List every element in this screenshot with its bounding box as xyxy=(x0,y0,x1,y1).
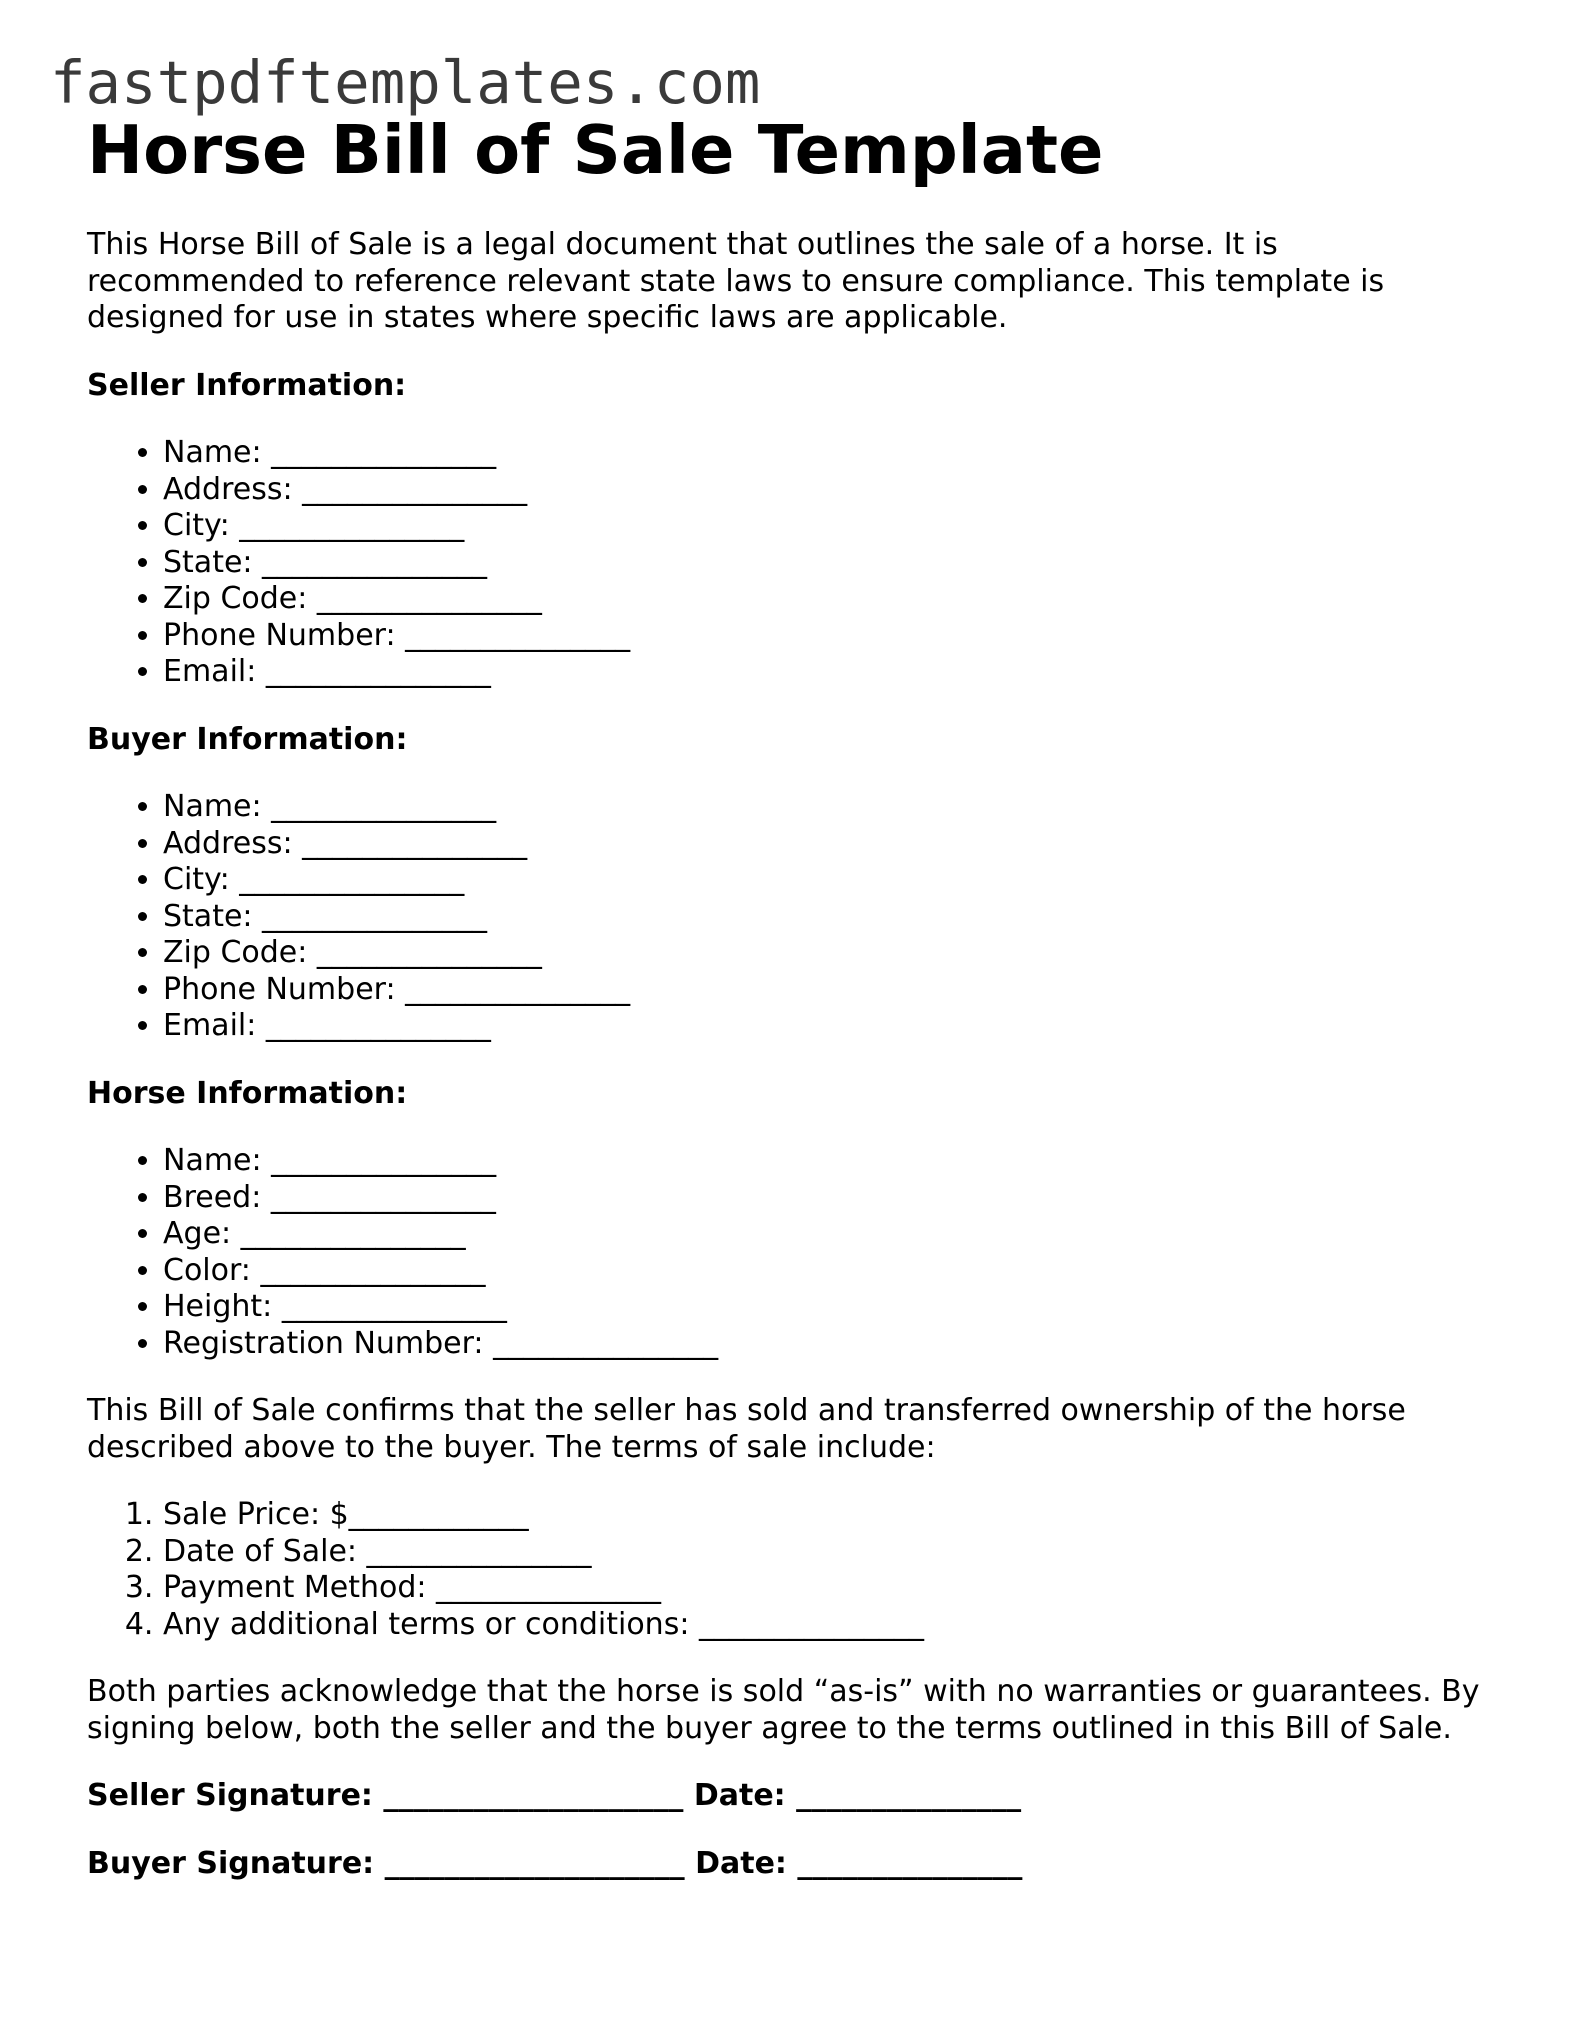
intro-paragraph: This Horse Bill of Sale is a legal document that outlines the sale of a horse. It is recommended to reference relevant state laws to ensure compliance. This template is designed for use in states where specific laws are applicable. xyxy=(87,227,1385,335)
seller-field-city: • City: _______________ xyxy=(163,508,1487,545)
seller-field-email: • Email: _______________ xyxy=(163,654,1487,691)
buyer-date-label: Date: xyxy=(695,1845,787,1881)
seller-signature-label: Seller Signature: xyxy=(87,1778,373,1813)
horse-field-height: • Height: _______________ xyxy=(163,1289,1487,1326)
horse-field-registration: • Registration Number: _______________ xyxy=(163,1326,1487,1363)
confirmation-paragraph: This Bill of Sale confirms that the seller has sold and transferred ownership of the horse described above to the buyer. The terms of sale include: xyxy=(87,1393,1406,1465)
buyer-field-state: • State: _______________ xyxy=(163,899,1487,936)
seller-field-address: • Address: _______________ xyxy=(163,472,1487,509)
buyer-heading: Buyer Information: xyxy=(87,721,408,757)
buyer-signature-label: Buyer Signature: xyxy=(87,1845,375,1881)
seller-fields-list xyxy=(87,435,1487,691)
buyer-field-zip: • Zip Code: _______________ xyxy=(163,935,1487,972)
horse-field-name: • Name: _______________ xyxy=(163,1143,1487,1180)
buyer-field-name: • Name: _______________ xyxy=(163,789,1487,826)
horse-field-color: • Color: _______________ xyxy=(163,1253,1487,1290)
seller-date-label: Date: xyxy=(693,1778,786,1813)
buyer-date-blank: _______________ xyxy=(797,1845,1023,1881)
horse-field-breed: • Breed: _______________ xyxy=(163,1180,1487,1217)
term-date-of-sale: 2. Date of Sale: _______________ xyxy=(163,1534,1487,1571)
buyer-signature-blank: ____________________ xyxy=(384,1845,685,1881)
term-sale-price: 1. Sale Price: $____________ xyxy=(163,1497,1487,1534)
seller-date-blank: _______________ xyxy=(796,1778,1022,1813)
buyer-field-city: • City: _______________ xyxy=(163,862,1487,899)
buyer-field-phone: • Phone Number: _______________ xyxy=(163,972,1487,1009)
buyer-fields-list xyxy=(87,789,1487,1045)
seller-signature-blank: ____________________ xyxy=(383,1778,684,1813)
terms-list xyxy=(87,1497,1487,1643)
page-title: Horse Bill of Sale Template xyxy=(87,111,1104,189)
seller-field-state: • State: _______________ xyxy=(163,545,1487,582)
seller-field-zip: • Zip Code: _______________ xyxy=(163,581,1487,618)
term-payment-method: 3. Payment Method: _______________ xyxy=(163,1570,1487,1607)
seller-signature-line xyxy=(87,1778,1487,1815)
horse-field-age: • Age: _______________ xyxy=(163,1216,1487,1253)
horse-fields-list xyxy=(87,1143,1487,1362)
buyer-field-email: • Email: _______________ xyxy=(163,1008,1487,1045)
seller-field-phone: • Phone Number: _______________ xyxy=(163,618,1487,655)
acknowledgement-paragraph: Both parties acknowledge that the horse is sold “as-is” with no warranties or guarantees. By signing below, both the seller and the buyer agree to the terms outlined in this Bill of Sale. xyxy=(87,1674,1480,1746)
buyer-field-address: • Address: _______________ xyxy=(163,826,1487,863)
seller-heading: Seller Information: xyxy=(87,367,407,403)
term-additional-conditions: 4. Any additional terms or conditions: _______________ xyxy=(163,1607,1487,1644)
seller-field-name: • Name: _______________ xyxy=(163,435,1487,472)
watermark: fastpdftemplates.com xyxy=(50,48,761,117)
document-body xyxy=(87,227,1487,1882)
horse-heading: Horse Information: xyxy=(87,1075,408,1111)
buyer-signature-line xyxy=(87,1846,1487,1883)
